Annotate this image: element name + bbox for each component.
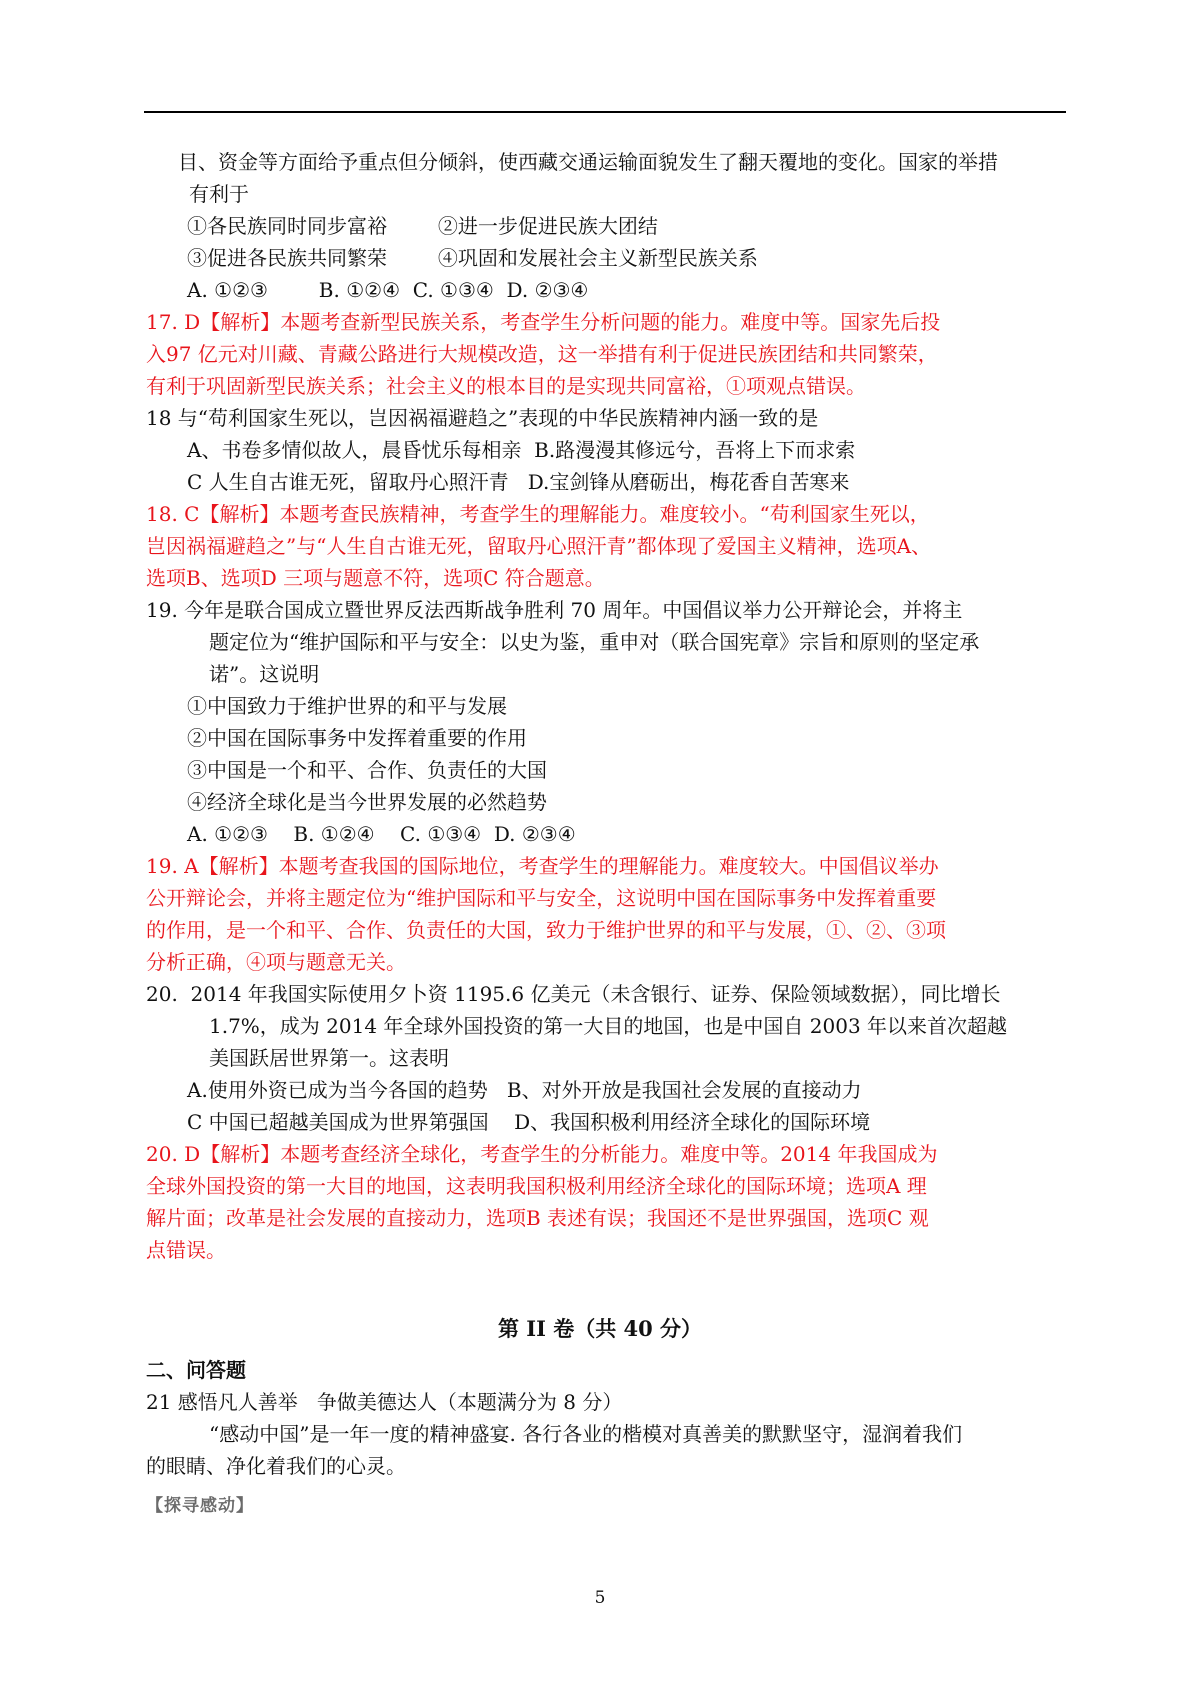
q21-intro-line-2: 的眼睛、净化着我们的心灵。	[146, 1454, 406, 1478]
q18-analysis-line-3: 选项B、选项D 三项与题意不符，选项C 符合题意。	[146, 566, 605, 590]
q19-option-4: ④经济全球化是当今世界发展的必然趋势	[187, 790, 547, 814]
q19-analysis-line-2: 公开辩论会，并将主题定位为“维护国际和平与安全，这说明中国在国际事务中发挥着重要	[146, 886, 937, 910]
q20-analysis-line-2: 全球外国投资的第一大目的地国，这表明我国积极利用经济全球化的国际环境；选项A 理	[146, 1174, 927, 1198]
q19-analysis-line-3: 的作用，是一个和平、合作、负责任的大国，致力于维护世界的和平与发展，①、②、③项	[146, 918, 946, 942]
q16-stem-line-1: 目、资金等方面给予重点但分倾斜，使西藏交通运输面貌发生了翻天覆地的变化。国家的举措	[178, 150, 998, 174]
page-number: 5	[594, 1588, 606, 1608]
section-heading: 二、问答题	[146, 1358, 246, 1382]
q20-options-cd: C 中国已超越美国成为世界第强国 D、我国积极利用经济全球化的国际环境	[187, 1110, 871, 1134]
q20-analysis-line-3: 解片面；改革是社会发展的直接动力，选项B 表述有误；我国还不是世界强国，选项C 观	[146, 1206, 929, 1230]
q18-analysis-line-1: 18. C【解析】本题考查民族精神，考查学生的理解能力。难度较小。“苟利国家生死以，	[146, 502, 930, 526]
q19-analysis-line-4: 分析正确，④项与题意无关。	[146, 950, 406, 974]
q20-analysis-line-1: 20. D【解析】本题考查经济全球化，考查学生的分析能力。难度中等。2014 年我国成为	[146, 1142, 938, 1166]
q18-options-cd: C 人生自古谁无死，留取丹心照汗青 D.宝剑锋从磨砺出，梅花香自苦寒来	[187, 470, 850, 494]
q21-title: 21 感悟凡人善举 争做美德达人（本题满分为 8 分）	[146, 1390, 623, 1414]
q16-option-row-2: ③促进各民族共同繁荣 ④巩固和发展社会主义新型民族关系	[187, 246, 758, 270]
header-rule	[144, 111, 1066, 113]
q20-analysis-line-4: 点错误。	[146, 1238, 226, 1262]
q18-stem: 18 与“苟利国家生死以，岂因祸福避趋之”表现的中华民族精神内涵一致的是	[146, 406, 819, 430]
q19-stem-line-3: 诺”。这说明	[209, 662, 320, 686]
explore-badge: 【探寻感动】	[146, 1496, 254, 1516]
q18-options-ab: A、书卷多情似故人，晨昏忧乐每相亲 B.路漫漫其修远兮，吾将上下而求索	[187, 438, 856, 462]
q20-options-ab: A.使用外资已成为当今各国的趋势 B、对外开放是我国社会发展的直接动力	[187, 1078, 862, 1102]
section-title: 第 II 卷（共 40 分）	[497, 1316, 703, 1341]
q17-analysis-line-1: 17. D【解析】本题考查新型民族关系，考查学生分析问题的能力。难度中等。国家先后投	[146, 310, 941, 334]
q19-option-1: ①中国致力于维护世界的和平与发展	[187, 694, 507, 718]
q19-option-3: ③中国是一个和平、合作、负责任的大国	[187, 758, 547, 782]
q16-option-row-1: ①各民族同时同步富裕 ②进一步促进民族大团结	[187, 214, 658, 238]
q16-stem-line-2: 有利于	[189, 182, 249, 206]
q19-analysis-line-1: 19. A【解析】本题考查我国的国际地位，考查学生的理解能力。难度较大。中国倡议举办	[146, 854, 939, 878]
q17-analysis-line-2: 入97 亿元对川藏、青藏公路进行大规模改造，这一举措有利于促进民族团结和共同繁荣，	[146, 342, 938, 366]
q19-stem-line-2: 题定位为“维护国际和平与安全：以史为鉴，重申对（联合国宪章》宗旨和原则的坚定承	[209, 630, 980, 654]
q19-choices: A. ①②③ B. ①②④ C. ①③④ D. ②③④	[187, 822, 576, 846]
q21-intro-line-1: “感动中国”是一年一度的精神盛宴. 各行各业的楷模对真善美的默默坚守，湿润着我们	[209, 1422, 963, 1446]
q17-analysis-line-3: 有利于巩固新型民族关系；社会主义的根本目的是实现共同富裕，①项观点错误。	[146, 374, 866, 398]
q20-stem-line-1: 20. 2014 年我国实际使用夕卜资 1195.6 亿美元（未含银行、证券、保险领域数据），同比增长	[146, 982, 1001, 1006]
q16-choices: A. ①②③ B. ①②④ C. ①③④ D. ②③④	[187, 278, 589, 302]
q18-analysis-line-2: 岂因祸福避趋之”与“人生自古谁无死，留取丹心照汗青”都体现了爱国主义精神，选项A、	[146, 534, 932, 558]
q20-stem-line-2: 1.7%，成为 2014 年全球外国投资的第一大目的地国，也是中国自 2003 年以来首次超越	[209, 1014, 1008, 1038]
q19-option-2: ②中国在国际事务中发挥着重要的作用	[187, 726, 527, 750]
q19-stem-line-1: 19. 今年是联合国成立暨世界反法西斯战争胜利 70 周年。中国倡议举力公开辩论会，并将主	[146, 598, 963, 622]
q20-stem-line-3: 美国跃居世界第一。这表明	[209, 1046, 449, 1070]
